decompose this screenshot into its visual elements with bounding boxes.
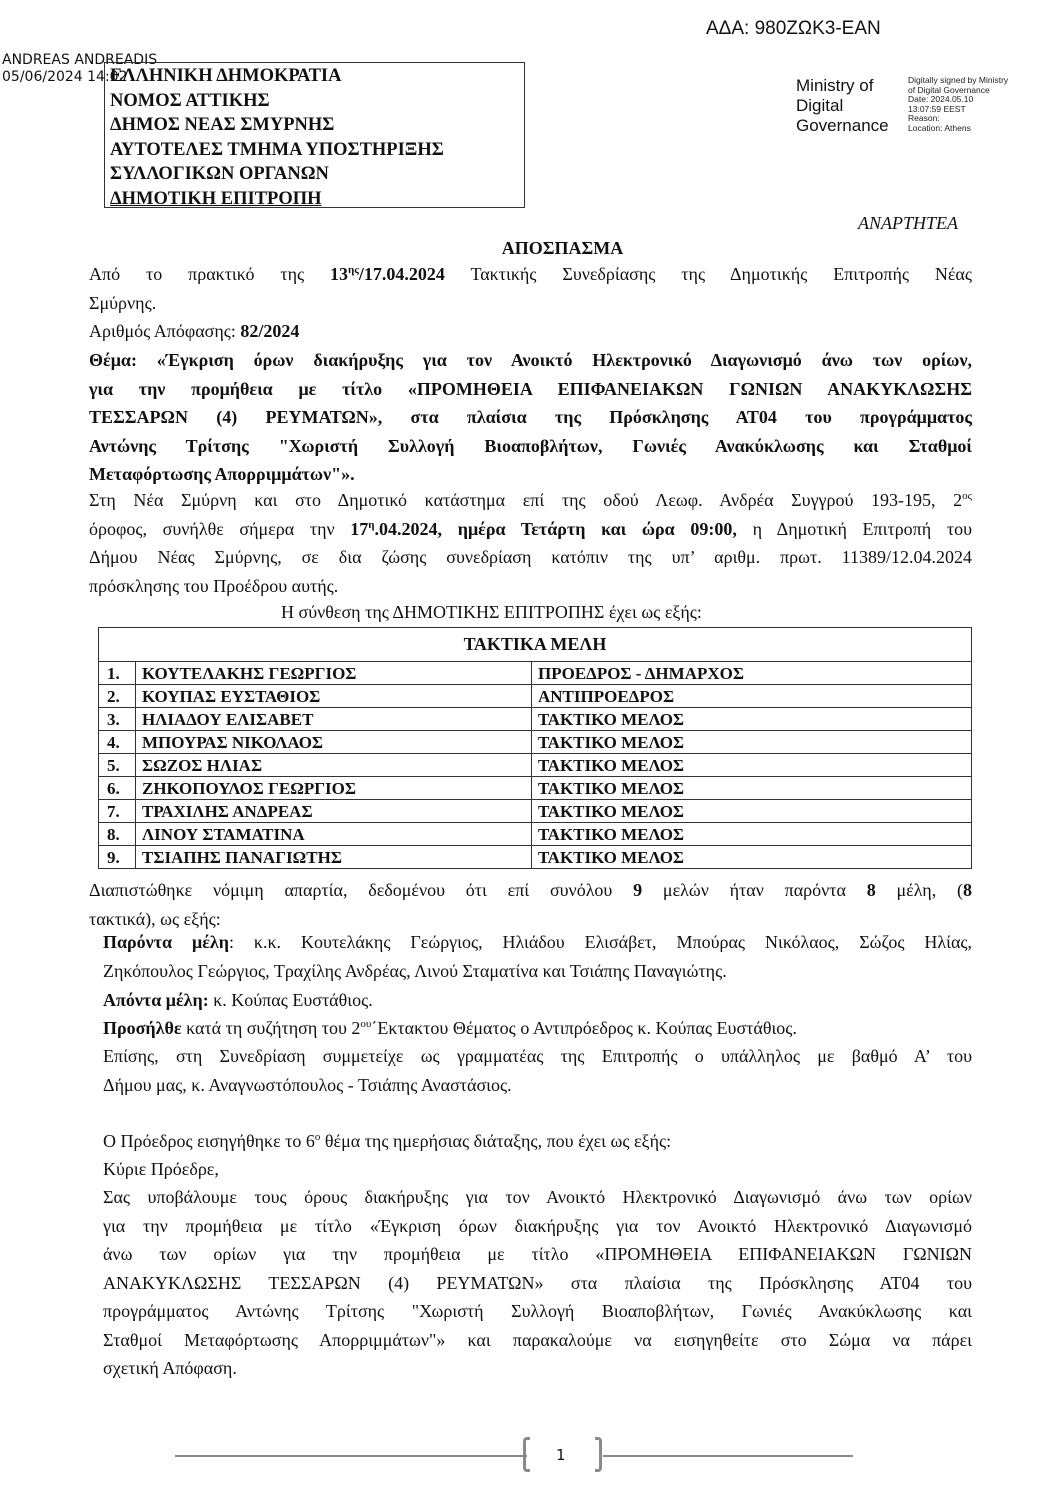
member-name: ΜΠΟΥΡΑΣ ΝΙΚΟΛΑΟΣ [136, 731, 532, 754]
decision-number [89, 317, 972, 346]
quorum-text: τακτικά), ως εξής: [89, 908, 221, 929]
table-row [99, 800, 972, 823]
intro-paragraph [89, 260, 972, 317]
member-role: ΤΑΚΤΙΚΟ ΜΕΛΟΣ [532, 731, 972, 754]
quorum-total: 9 [633, 880, 643, 900]
right-brace-icon [595, 1437, 602, 1472]
table-row [99, 731, 972, 754]
subject-line: Μεταφόρτωσης Απορριμμάτων"». [89, 464, 355, 484]
member-role: ΤΑΚΤΙΚΟ ΜΕΛΟΣ [532, 708, 972, 731]
present-members [103, 928, 972, 985]
signature-detail: Digitally signed by Ministry [908, 75, 1009, 85]
proposal-line: σχετική Απόφαση. [103, 1358, 237, 1378]
signature-ministry [796, 76, 889, 136]
quorum-text: Διαπιστώθηκε νόμιμη απαρτία, δεδομένου ότι επί συνόλου [89, 880, 634, 900]
members-table-body [99, 662, 972, 869]
table-row [99, 662, 972, 685]
signature-detail: of Digital Governance [908, 84, 990, 95]
absent-members [103, 986, 972, 1015]
table-row [99, 823, 972, 846]
member-number: 5. [99, 754, 136, 777]
meeting-text: Στη Νέα Σμύρνη και στο Δημοτικό κατάστημα επί της οδού Λεωφ. Ανδρέα Συγγρού 193-195, 2 [89, 490, 963, 510]
present-label: Παρόντα μέλη [103, 932, 229, 952]
secretary-text: Δήμου μας, κ. Αναγνωστόπουλος - Τσιάπης Αναστάσιος. [103, 1074, 512, 1095]
ministry-line: Ministry of [796, 76, 874, 95]
proposal-line: ΑΝΑΚΥΚΛΩΣΗΣ ΤΕΣΣΑΡΩΝ (4) ΡΕΥΜΑΤΩΝ» στα πλαίσια της Πρόσκλησης ΑΤ04 του [103, 1272, 972, 1293]
ministry-line: Digital [796, 96, 844, 115]
member-role: ΤΑΚΤΙΚΟ ΜΕΛΟΣ [532, 823, 972, 846]
arrived-text: ΄Εκτακτου Θέματος ο Αντιπρόεδρος κ. Κούπας Ευστάθιος. [371, 1018, 797, 1038]
member-role: ΤΑΚΤΙΚΟ ΜΕΛΟΣ [532, 800, 972, 823]
proposal-line: άνω των ορίων για την προμήθεια με τίτλο «ΠΡΟΜΗΘΕΙΑ ΕΠΙΦΑΝΕΙΑΚΩΝ ΓΩΝΙΩΝ [103, 1244, 972, 1264]
meeting-text: η Δημοτική Επιτροπή του [736, 518, 972, 539]
signature-detail: Date: 2024.05.10 [908, 94, 974, 104]
table-row [99, 685, 972, 708]
member-number: 9. [99, 846, 136, 869]
arrived-label: Προσήλθε [103, 1018, 182, 1038]
posting-label: ΑΝΑΡΤΗΤΕΑ [858, 213, 959, 233]
signature-detail: 13:07:59 EEST [908, 103, 966, 114]
meeting-paragraph [89, 486, 972, 600]
issuer-header [110, 64, 444, 211]
signature-detail: Location: Athens [908, 122, 971, 133]
member-role: ΤΑΚΤΙΚΟ ΜΕΛΟΣ [532, 777, 972, 800]
header-line: ΔΗΜΟΤΙΚΗ ΕΠΙΤΡΟΠΗ [110, 188, 322, 209]
arrived-note [103, 1014, 972, 1043]
session-number: 13 [330, 264, 349, 284]
member-number: 8. [99, 823, 136, 846]
arrived-suffix: ου [360, 1018, 372, 1030]
table-header: ΤΑΚΤΙΚΑ ΜΕΛΗ [99, 628, 972, 662]
composition-caption-text: Η σύνθεση της ΔΗΜΟΤΙΚΗΣ ΕΠΙΤΡΟΠΗΣ έχει ως εξής: [281, 602, 702, 622]
members-table [98, 627, 972, 869]
table-row [99, 754, 972, 777]
table-row [99, 708, 972, 731]
arrived-text: κατά τη συζήτηση του 2 [181, 1018, 361, 1038]
member-name: ΗΛΙΑΔΟΥ ΕΛΙΣΑΒΕΤ [136, 708, 532, 731]
table-row [99, 846, 972, 869]
subject-line: Θέμα: «Έγκριση όρων διακήρυξης για τον Ανοικτό Ηλεκτρονικό Διαγωνισμό άνω των ορίων, [89, 350, 972, 370]
member-number: 1. [99, 662, 136, 685]
member-name: ΣΩΖΟΣ ΗΛΙΑΣ [136, 754, 532, 777]
header-line: ΑΥΤΟΤΕΛΕΣ ΤΜΗΜΑ ΥΠΟΣΤΗΡΙΞΗΣ [110, 139, 444, 160]
proposal-line: για την προμήθεια με τίτλο «Έγκριση όρων διακήρυξης για τον Ανοικτό Ηλεκτρονικό Διαγωνισμό [103, 1215, 972, 1236]
footer-rule-right [603, 1455, 853, 1457]
proposal-line: προγράμματος Αντώνης Τρίτσης "Χωριστή Συλλογή Βιοαποβλήτων, Γωνιές Ανακύκλωσης και [103, 1301, 972, 1321]
header-line: ΕΛΛΗΝΙΚΗ ΔΗΜΟΚΡΑΤΙΑ [110, 66, 342, 86]
quorum-text: μέλη, ( [875, 880, 963, 900]
decision-label: Αριθμός Απόφασης: [89, 321, 241, 341]
subject-paragraph [89, 346, 972, 489]
member-role: ΤΑΚΤΙΚΟ ΜΕΛΟΣ [532, 846, 972, 869]
document-title: ΑΠΟΣΠΑΣΜΑ [501, 238, 624, 258]
quorum-present: 8 [866, 880, 876, 900]
member-name: ΤΡΑΧΙΛΗΣ ΑΝΔΡΕΑΣ [136, 800, 532, 823]
signer-name: ANDREAS ANDREADIS [2, 52, 158, 68]
signature-details [908, 76, 1008, 133]
member-name: ΤΣΙΑΠΗΣ ΠΑΝΑΓΙΩΤΗΣ [136, 846, 532, 869]
quorum-text: μελών ήταν παρόντα [642, 880, 867, 900]
header-line: ΝΟΜΟΣ ΑΤΤΙΚΗΣ [110, 90, 270, 111]
page-number: 1 [556, 1446, 566, 1464]
member-role: ΠΡΟΕΔΡΟΣ - ΔΗΜΑΡΧΟΣ [532, 662, 972, 685]
header-line: ΣΥΛΛΟΓΙΚΩΝ ΟΡΓΑΝΩΝ [110, 164, 329, 184]
decision-value: 82/2024 [240, 321, 300, 341]
president-intro-text: θέμα της ημερήσιας διάταξης, που έχει ως εξής: [320, 1131, 672, 1151]
signature-detail: Reason: [908, 113, 940, 123]
member-name: ΖΗΚΟΠΟΥΛΟΣ ΓΕΩΡΓΙΟΣ [136, 777, 532, 800]
floor-suffix: ος [962, 490, 972, 502]
proposal-line: Σταθμοί Μεταφόρτωσης Απορριμμάτων"» και παρακαλούμε να εισηγηθείτε στο Σώμα να πάρει [103, 1329, 972, 1350]
meeting-text: πρόσκλησης του Προέδρου αυτής. [89, 575, 339, 596]
item-suffix: ο [314, 1131, 321, 1143]
intro-text: Σμύρνης. [89, 292, 157, 313]
subject-line: για την προμήθεια με τίτλο «ΠΡΟΜΗΘΕΙΑ ΕΠΙΦΑΝΕΙΑΚΩΝ ΓΩΝΙΩΝ ΑΝΑΚΥΚΛΩΣΗΣ [89, 378, 972, 399]
present-list: Ζηκόπουλος Γεώργιος, Τραχίλης Ανδρέας, Λινού Σταματίνα και Τσιάπης Παναγιώτης. [103, 960, 727, 981]
member-name: ΚΟΥΠΑΣ ΕΥΣΤΑΘΙΟΣ [136, 685, 532, 708]
meeting-text: Δήμου Νέας Σμύρνης, σε δια ζώσης συνεδρίαση κατόπιν της υπ’ αριθμ. πρωτ. 11389/12.04.2024 [89, 547, 972, 567]
president-intro [103, 1127, 972, 1156]
session-date: /17.04.2024 [358, 264, 445, 284]
member-number: 6. [99, 777, 136, 800]
secretary-paragraph [103, 1042, 972, 1099]
absent-list: κ. Κούπας Ευστάθιος. [208, 990, 373, 1010]
quorum-paragraph [89, 876, 972, 933]
proposal-paragraph [103, 1183, 972, 1383]
meeting-text: όροφος, συνήλθε σήμερα την [89, 518, 351, 539]
header-line: ΔΗΜΟΣ ΝΕΑΣ ΣΜΥΡΝΗΣ [110, 115, 335, 135]
member-number: 4. [99, 731, 136, 754]
subject-line: Αντώνης Τρίτσης "Χωριστή Συλλογή Βιοαποβλήτων, Γωνιές Ανακύκλωσης και Σταθμοί [89, 435, 972, 456]
table-row [99, 777, 972, 800]
session-suffix: ης [348, 264, 359, 276]
member-role: ΑΝΤΙΠΡΟΕΔΡΟΣ [532, 685, 972, 708]
absent-label: Απόντα μέλη: [103, 990, 209, 1010]
secretary-text: Επίσης, στη Συνεδρίαση συμμετείχε ως γραμματέας της Επιτροπής ο υπάλληλος με βαθμό Α’ του [103, 1046, 972, 1066]
intro-text: Τακτικής Συνεδρίασης της Δημοτικής Επιτροπής Νέας [444, 264, 972, 284]
meeting-date-time: .04.2024, ημέρα Τετάρτη και ώρα 09:00, [374, 518, 737, 539]
member-name: ΚΟΥΤΕΛΑΚΗΣ ΓΕΩΡΓΙΟΣ [136, 662, 532, 685]
meeting-date-suffix: η [368, 518, 375, 531]
table-header-row [99, 628, 972, 662]
member-number: 7. [99, 800, 136, 823]
ada-code: ΑΔΑ: 980ΖΩΚ3-ΕΑΝ [706, 18, 881, 39]
quorum-regular: 8 [963, 880, 972, 900]
intro-text: Από το πρακτικό της [89, 264, 331, 284]
member-role: ΤΑΚΤΙΚΟ ΜΕΛΟΣ [532, 754, 972, 777]
member-number: 3. [99, 708, 136, 731]
subject-line: ΤΕΣΣΑΡΩΝ (4) ΡΕΥΜΑΤΩΝ», στα πλαίσια της Πρόσκλησης ΑΤ04 του προγράμματος [89, 407, 972, 427]
present-list: : κ.κ. Κουτελάκης Γεώργιος, Ηλιάδου Ελισάβετ, Μπούρας Νικόλαος, Σώζος Ηλίας, [228, 932, 973, 952]
left-brace-icon [523, 1437, 530, 1472]
member-name: ΛΙΝΟΥ ΣΤΑΜΑΤΙΝΑ [136, 823, 532, 846]
salutation: Κύριε Πρόεδρε, [103, 1159, 219, 1179]
proposal-line: Σας υποβάλουμε τους όρους διακήρυξης για τον Ανοικτό Ηλεκτρονικό Διαγωνισμό άνω των ορίων [103, 1187, 972, 1207]
ministry-line: Governance [796, 116, 889, 135]
president-intro-text: Ο Πρόεδρος εισηγήθηκε το 6 [103, 1131, 315, 1151]
member-number: 2. [99, 685, 136, 708]
footer-rule-left [175, 1455, 527, 1457]
signer-datetime: 05/06/2024 14:02 [2, 69, 128, 85]
meeting-date: 17 [350, 518, 369, 539]
composition-caption [0, 602, 1060, 623]
